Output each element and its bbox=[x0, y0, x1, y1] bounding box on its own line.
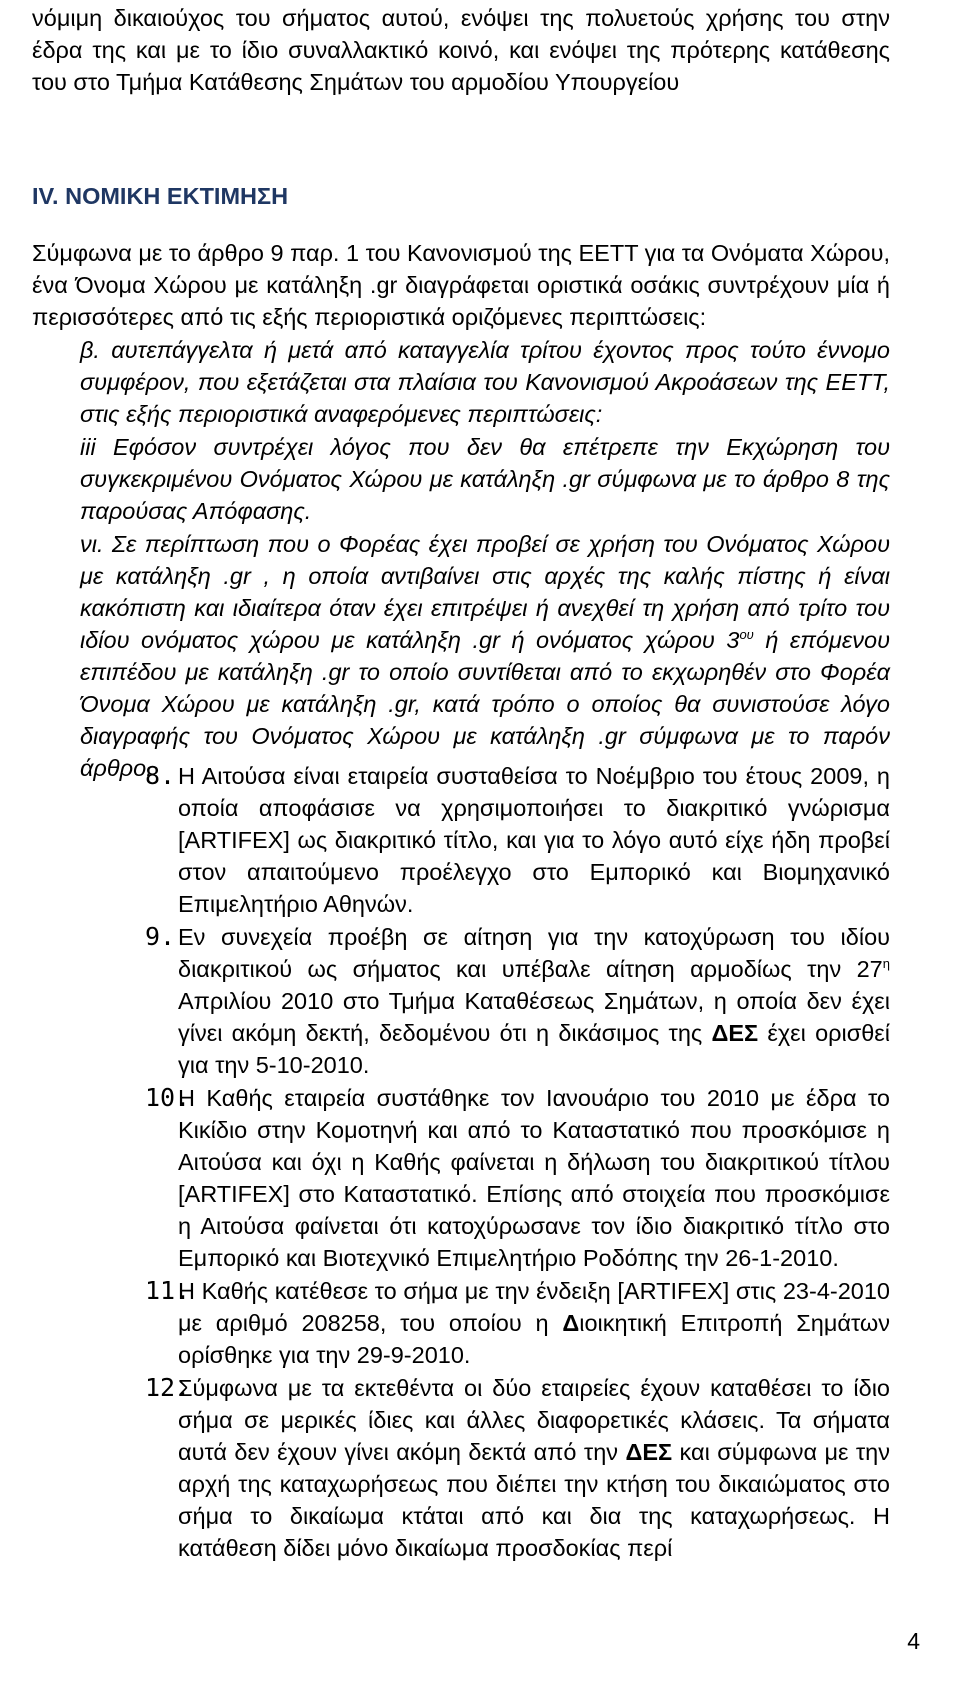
quote-vi-text-cont: ή επόμενου επιπέδου με κατάληξη .gr το οποίο συντίθεται από το εκχωρηθέν στο Φορέα Όνομα Χώρου με κατάληξη .gr, κατά τρόπο ο οποίος θα συνιστούσε λόγο διαγραφής του Ονόματος Χώρου με κατάληξη .gr σύμφωνα με το παρόν άρθρο. bbox=[80, 627, 891, 781]
intro-paragraph: Σύμφωνα με το άρθρο 9 παρ. 1 του Κανονισμού της ΕΕΤΤ για τα Ονόματα Χώρου, ένα Όνομα Χώρου με κατάληξη .gr διαγράφεται οριστικά οσάκις συντρέχουν μία ή περισσότερες από τις εξής περιοριστικά οριζόμενες περιπτώσεις: bbox=[32, 240, 890, 330]
item-text-part: Εν συνεχεία προέβη σε αίτηση για την κατοχύρωση του ιδίου διακριτικού ως σήματος και υπέβαλε αίτηση αρμοδίως την 27 bbox=[178, 924, 890, 982]
item-text-part: Απριλίου 2010 στο Τμήμα Καταθέσεως Σημάτων, η οποία δεν έχει γίνει ακόμη δεκτή, δεδομένου ότι η δικάσιμος της bbox=[178, 988, 890, 1046]
item-text-part: Η Καθής κατέθεσε το σήμα με την ένδειξη [ARTIFEX] στις 23-4-2010 με αριθμό 208258, του οποίου η bbox=[178, 1278, 890, 1336]
item-text bbox=[178, 1275, 890, 1371]
item-number: 12. bbox=[145, 1373, 191, 1402]
quote-vi-text: νι. Σε περίπτωση που ο Φορέας έχει προβεί σε χρήση του Ονόματος Χώρου με κατάληξη .gr , η οποία αντιβαίνει στις αρχές της καλής πίστης ή είναι κακόπιστη και ιδιαίτερα όταν έχει επιτρέψει ή ανεχθεί τη χρήση από τρίτο του ιδίου ονόματος χώρου με κατάληξη .gr ή ονόματος χώρου 3 bbox=[80, 531, 890, 653]
item-text-part: Σύμφωνα με τα εκτεθέντα οι δύο εταιρείες έχουν καταθέσει το ίδιο σήμα σε μερικές ίδιες και άλλες διαφορετικές κλάσεις. Τα σήματα αυτά δεν έχουν γίνει ακόμη δεκτά από την bbox=[178, 1375, 890, 1465]
item-number: 9. bbox=[145, 922, 176, 951]
quote-vi-superscript: ου bbox=[739, 627, 754, 642]
item-text: Η Καθής εταιρεία συστάθηκε τον Ιανουάριο του 2010 με έδρα το Κικίδιο στην Κομοτηνή και από το Καταστατικό που προσκόμισε η Αιτούσα και όχι η Καθής φαίνεται η δήλωση του διακριτικού τίτλου [ARTIFEX] στο Καταστατικό. Επίσης από στοιχεία που προσκόμισε η Αιτούσα φαίνεται ότι κατοχύρωσανε τον ίδιο διακριτικό τίτλο στο Εμπορικό και Βιοτεχνικό Επιμελητήριο Ροδόπης την 26-1-2010. bbox=[178, 1085, 890, 1271]
section-heading: IV. ΝΟΜΙΚΗ ΕΚΤΙΜΗΣΗ bbox=[32, 183, 289, 209]
quote-beta: β. αυτεπάγγελτα ή μετά από καταγγελία τρίτου έχοντος προς τούτο έννομο συμφέρον, που εξετάζεται στα πλαίσια του Κανονισμού Ακροάσεων της ΕΕΤΤ, στις εξής περιοριστικά αναφερόμενες περιπτώσεις: bbox=[80, 337, 890, 427]
top-paragraph: νόμιμη δικαιούχος του σήματος αυτού, ενόψει της πολυετούς χρήσης του στην έδρα της και με το ίδιο συναλλακτικό κοινό, και ενόψει της πρότερης κατάθεσης του στο Τμήμα Κατάθεσης Σημάτων του αρμοδίου Υπουργείου bbox=[32, 5, 890, 95]
item-text bbox=[178, 921, 890, 1081]
item-text-part: έχει ορισθεί για την 5-10-2010. bbox=[178, 1020, 890, 1078]
item-text bbox=[178, 1372, 890, 1564]
item-number: 11. bbox=[145, 1276, 191, 1305]
item-bold-text: ΔΕΣ bbox=[711, 1020, 759, 1046]
item-superscript: η bbox=[882, 956, 890, 971]
quote-vi bbox=[80, 528, 890, 784]
item-number: 8. bbox=[145, 761, 176, 790]
item-bold-text: Δ bbox=[562, 1310, 580, 1336]
item-text-part: ιοικητική Επιτροπή Σημάτων ορίσθηκε για την 29-9-2010. bbox=[178, 1310, 891, 1368]
item-number: 10. bbox=[145, 1083, 191, 1112]
page-number: 4 bbox=[907, 1628, 920, 1654]
item-text: Η Αιτούσα είναι εταιρεία συσταθείσα το Νοέμβριο του έτους 2009, η οποία αποφάσισε να χρησιμοποιήσει το διακριτικό γνώρισμα [ARTIFEX] ως διακριτικό τίτλο, και για το λόγο αυτό είχε ήδη προβεί στον απαιτούμενο προέλεγχο στο Εμπορικό και Βιομηχανικό Επιμελητήριο Αθηνών. bbox=[178, 763, 890, 917]
item-text-part: και σύμφωνα με την αρχή της καταχωρήσεως που διέπει την κτήση του δικαιώματος στο σήμα το δικαίωμα κτάται από και δια της καταχωρήσεως. Η κατάθεση δίδει μόνο δικαίωμα προσδοκίας περί bbox=[178, 1439, 891, 1561]
item-bold-text: ΔΕΣ bbox=[625, 1439, 673, 1465]
quote-iii: iii Εφόσον συντρέχει λόγος που δεν θα επέτρεπε την Εκχώρηση του συγκεκριμένου Ονόματος Χώρου με κατάληξη .gr σύμφωνα με το άρθρο 8 της παρούσας Απόφασης. bbox=[80, 434, 890, 524]
